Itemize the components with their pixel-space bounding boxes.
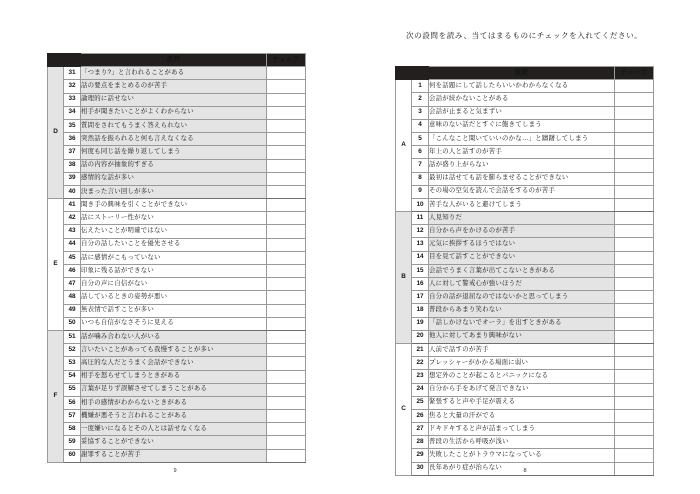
question-column-header: 設問: [81, 54, 267, 67]
question-text: 謝罪することが苦手: [81, 449, 267, 462]
table-header-right: [396, 67, 654, 80]
check-cell[interactable]: [267, 410, 306, 423]
table-row: [396, 146, 654, 159]
question-number: 13: [412, 238, 429, 251]
table-row: [48, 106, 306, 119]
question-number: 37: [64, 146, 81, 159]
question-text: 突然話を振られると何も言えなくなる: [81, 133, 267, 146]
table-row: [396, 80, 654, 93]
group-label-d: D: [48, 67, 64, 199]
check-cell[interactable]: [615, 357, 654, 370]
question-number: 39: [64, 172, 81, 185]
check-cell[interactable]: [615, 436, 654, 449]
check-cell[interactable]: [615, 146, 654, 159]
table-row: [396, 304, 654, 317]
question-number: 44: [64, 238, 81, 251]
question-number: 46: [64, 265, 81, 278]
question-number: 49: [64, 304, 81, 317]
question-number: 11: [412, 212, 429, 225]
question-number: 30: [412, 462, 429, 475]
check-cell[interactable]: [267, 317, 306, 330]
check-cell[interactable]: [267, 436, 306, 449]
question-text: プレッシャーがかかる場面に弱い: [429, 357, 615, 370]
question-number: 36: [64, 133, 81, 146]
table-row: [396, 449, 654, 462]
question-number: 57: [64, 410, 81, 423]
check-cell[interactable]: [615, 278, 654, 291]
question-number: 26: [412, 409, 429, 422]
question-number: 34: [64, 106, 81, 119]
question-number: 52: [64, 344, 81, 357]
question-text: 長年あがり症が治らない: [429, 462, 615, 475]
question-number: 18: [412, 304, 429, 317]
question-number: 38: [64, 159, 81, 172]
question-number: 20: [412, 330, 429, 343]
table-row: [396, 212, 654, 225]
group-label-e: E: [48, 199, 64, 331]
question-text: 元気に挨拶するほうではない: [429, 238, 615, 251]
table-row: [48, 423, 306, 436]
question-text: 一度嫌いになるとその人とは話せなくなる: [81, 423, 267, 436]
question-text: 年上の人と話すのが苦手: [429, 146, 615, 159]
question-text: 自分から手をあげて発言できない: [429, 383, 615, 396]
page-number-left: 9: [173, 468, 177, 474]
question-text: 論理的に話せない: [81, 93, 267, 106]
check-column-header: チェック: [615, 67, 654, 80]
check-cell[interactable]: [267, 330, 306, 343]
question-table-right-wrap: [395, 66, 653, 476]
table-row: [396, 370, 654, 383]
check-cell[interactable]: [615, 172, 654, 185]
question-number: 2: [412, 93, 429, 106]
question-number: 16: [412, 278, 429, 291]
check-cell[interactable]: [615, 198, 654, 211]
question-number: 29: [412, 449, 429, 462]
table-body-left: [48, 67, 306, 463]
table-header-left: [48, 54, 306, 67]
question-number: 23: [412, 370, 429, 383]
check-cell[interactable]: [615, 343, 654, 356]
check-cell[interactable]: [267, 383, 306, 396]
question-text: 機嫌が悪そうと言われることがある: [81, 410, 267, 423]
question-text: 印象に残る話ができない: [81, 265, 267, 278]
check-cell[interactable]: [267, 396, 306, 409]
question-number: 28: [412, 436, 429, 449]
question-number: 42: [64, 212, 81, 225]
question-text: 苦手な人がいると避けてしまう: [429, 198, 615, 211]
question-text: 言葉が足りず誤解させてしまうことがある: [81, 383, 267, 396]
question-text: 話が噛み合わない人がいる: [81, 330, 267, 343]
table-row: [396, 132, 654, 145]
check-cell[interactable]: [615, 225, 654, 238]
question-text: 人前で話すのが苦手: [429, 343, 615, 356]
question-number: 45: [64, 251, 81, 264]
question-text: 普段からあまり笑わない: [429, 304, 615, 317]
question-number: 19: [412, 317, 429, 330]
table-body-right: [396, 80, 654, 476]
check-cell[interactable]: [615, 291, 654, 304]
question-table-left: [47, 53, 306, 463]
check-cell[interactable]: [267, 357, 306, 370]
group-column-header: [396, 67, 412, 80]
group-label-a: A: [396, 80, 412, 212]
table-row: [48, 383, 306, 396]
question-number: 22: [412, 357, 429, 370]
check-cell[interactable]: [615, 132, 654, 145]
check-cell[interactable]: [615, 106, 654, 119]
check-cell[interactable]: [267, 251, 306, 264]
number-column-header: [64, 54, 81, 67]
check-cell[interactable]: [615, 317, 654, 330]
question-number: 51: [64, 330, 81, 343]
question-text: 他人に対してあまり興味がない: [429, 330, 615, 343]
question-text: 感情的な話が多い: [81, 172, 267, 185]
question-text: いつも自信がなさそうに見える: [81, 317, 267, 330]
question-text: 話にストーリー性がない: [81, 212, 267, 225]
question-text: 人見知りだ: [429, 212, 615, 225]
table-row: [396, 291, 654, 304]
table-row: [396, 119, 654, 132]
check-cell[interactable]: [267, 67, 306, 80]
question-text: 言いたいことがあっても我慢することが多い: [81, 344, 267, 357]
group-label-c: C: [396, 343, 412, 475]
check-cell[interactable]: [267, 225, 306, 238]
question-number: 10: [412, 198, 429, 211]
table-row: [396, 317, 654, 330]
check-cell[interactable]: [267, 344, 306, 357]
table-row: [48, 278, 306, 291]
check-cell[interactable]: [267, 212, 306, 225]
question-text: 話しているときの姿勢が悪い: [81, 291, 267, 304]
question-text: 相手の感情がわからないときがある: [81, 396, 267, 409]
question-number: 43: [64, 225, 81, 238]
question-text: 焦ると大量の汗がでる: [429, 409, 615, 422]
check-cell[interactable]: [267, 146, 306, 159]
check-cell[interactable]: [615, 212, 654, 225]
table-row: [48, 93, 306, 106]
table-row: [396, 330, 654, 343]
table-row: [48, 146, 306, 159]
check-cell[interactable]: [267, 93, 306, 106]
question-number: 3: [412, 106, 429, 119]
table-row: [396, 106, 654, 119]
question-text: 自分の声に自信がない: [81, 278, 267, 291]
question-number: 12: [412, 225, 429, 238]
question-number: 4: [412, 119, 429, 132]
table-row: [396, 225, 654, 238]
check-cell[interactable]: [615, 93, 654, 106]
question-number: 17: [412, 291, 429, 304]
question-text: 質問をされてもうまく答えられない: [81, 119, 267, 132]
question-text: 会話が止まると気まずい: [429, 106, 615, 119]
table-row: [48, 133, 306, 146]
question-number: 1: [412, 80, 429, 93]
question-number: 35: [64, 119, 81, 132]
question-table-right: [395, 66, 654, 476]
table-row: [48, 291, 306, 304]
check-cell[interactable]: [615, 330, 654, 343]
check-cell[interactable]: [615, 80, 654, 93]
table-row: [48, 185, 306, 198]
question-text: 無表情で話すことが多い: [81, 304, 267, 317]
table-row: [48, 119, 306, 132]
table-row: [396, 238, 654, 251]
question-number: 54: [64, 370, 81, 383]
question-text: 決まった言い回しが多い: [81, 185, 267, 198]
question-text: 目を見て話すことができない: [429, 251, 615, 264]
question-text: 自分の話が退屈なのではないかと思ってしまう: [429, 291, 615, 304]
question-number: 25: [412, 396, 429, 409]
question-text: ドキドキすると声が詰まってしまう: [429, 423, 615, 436]
question-text: 何度も同じ話を繰り返してしまう: [81, 146, 267, 159]
table-row: [48, 436, 306, 449]
question-number: 40: [64, 185, 81, 198]
table-row: [396, 172, 654, 185]
table-row: [48, 330, 306, 343]
question-text: 聞き手の興味を引くことができない: [81, 199, 267, 212]
check-cell[interactable]: [267, 423, 306, 436]
question-number: 31: [64, 67, 81, 80]
check-cell[interactable]: [615, 396, 654, 409]
question-number: 24: [412, 383, 429, 396]
table-row: [48, 317, 306, 330]
check-column-header: チェック: [267, 54, 306, 67]
question-number: 41: [64, 199, 81, 212]
check-cell[interactable]: [615, 370, 654, 383]
question-number: 15: [412, 264, 429, 277]
question-number: 53: [64, 357, 81, 370]
question-column-header: 設問: [429, 67, 615, 80]
check-cell[interactable]: [267, 106, 306, 119]
table-row: [48, 80, 306, 93]
question-text: 「こんなこと聞いていいのかな…」と躊躇してしまう: [429, 132, 615, 145]
check-cell[interactable]: [267, 238, 306, 251]
check-cell[interactable]: [267, 449, 306, 462]
question-number: 9: [412, 185, 429, 198]
table-row: [396, 383, 654, 396]
table-row: [396, 278, 654, 291]
table-row: [396, 159, 654, 172]
check-cell[interactable]: [267, 80, 306, 93]
group-column-header: [48, 54, 64, 67]
table-row: [396, 423, 654, 436]
instruction-text: 次の設問を読み、当てはまるものにチェックを入れてください。: [406, 31, 643, 40]
table-row: [48, 251, 306, 264]
question-number: 6: [412, 146, 429, 159]
table-row: [48, 172, 306, 185]
question-text: 伝えたいことが明確ではない: [81, 225, 267, 238]
check-cell[interactable]: [615, 238, 654, 251]
table-row: [48, 212, 306, 225]
question-text: 想定外のことが起こるとパニックになる: [429, 370, 615, 383]
question-text: 「話しかけないでオーラ」を出すときがある: [429, 317, 615, 330]
check-cell[interactable]: [267, 119, 306, 132]
question-table-left-wrap: [47, 53, 305, 463]
table-row: [48, 304, 306, 317]
check-cell[interactable]: [267, 199, 306, 212]
check-cell[interactable]: [615, 251, 654, 264]
check-cell[interactable]: [615, 185, 654, 198]
table-row: [396, 357, 654, 370]
question-number: 55: [64, 383, 81, 396]
question-text: 何を話題にして話したらいいかわからなくなる: [429, 80, 615, 93]
question-text: 相手が聞きたいことがよくわからない: [81, 106, 267, 119]
question-number: 58: [64, 423, 81, 436]
question-text: 自分の話したいことを優先させる: [81, 238, 267, 251]
table-row: [48, 449, 306, 462]
table-row: [48, 357, 306, 370]
question-text: その場の空気を読んで会話をするのが苦手: [429, 185, 615, 198]
question-number: 14: [412, 251, 429, 264]
table-row: [396, 409, 654, 422]
check-cell[interactable]: [615, 423, 654, 436]
question-number: 5: [412, 132, 429, 145]
table-row: [48, 238, 306, 251]
check-cell[interactable]: [267, 172, 306, 185]
question-text: 人に対して警戒心が強いほうだ: [429, 278, 615, 291]
check-cell[interactable]: [267, 278, 306, 291]
check-cell[interactable]: [267, 370, 306, 383]
number-column-header: [412, 67, 429, 80]
table-row: [48, 410, 306, 423]
question-number: 33: [64, 93, 81, 106]
question-text: 話に感情がこもっていない: [81, 251, 267, 264]
group-label-b: B: [396, 212, 412, 344]
page-right: [350, 0, 700, 494]
question-text: 意味のない話だとすぐに飽きてしまう: [429, 119, 615, 132]
check-cell[interactable]: [615, 264, 654, 277]
question-text: 会話でうまく言葉が出てこないときがある: [429, 264, 615, 277]
question-number: 56: [64, 396, 81, 409]
check-cell[interactable]: [267, 265, 306, 278]
question-number: 48: [64, 291, 81, 304]
check-cell[interactable]: [267, 291, 306, 304]
check-cell[interactable]: [615, 159, 654, 172]
question-number: 7: [412, 159, 429, 172]
table-row: [48, 370, 306, 383]
table-row: [396, 251, 654, 264]
question-number: 8: [412, 172, 429, 185]
table-row: [48, 225, 306, 238]
question-number: 21: [412, 343, 429, 356]
check-cell[interactable]: [615, 409, 654, 422]
table-row: [48, 396, 306, 409]
table-row: [396, 396, 654, 409]
check-cell[interactable]: [267, 159, 306, 172]
question-number: 47: [64, 278, 81, 291]
question-text: 失敗したことがトラウマになっている: [429, 449, 615, 462]
question-number: 27: [412, 423, 429, 436]
check-cell[interactable]: [267, 185, 306, 198]
question-number: 60: [64, 449, 81, 462]
table-row: [396, 436, 654, 449]
table-row: [48, 159, 306, 172]
check-cell[interactable]: [615, 119, 654, 132]
question-text: 緊張すると声や手足が震える: [429, 396, 615, 409]
check-cell[interactable]: [267, 133, 306, 146]
table-row: [396, 343, 654, 356]
question-number: 59: [64, 436, 81, 449]
question-text: 話の内容が抽象的すぎる: [81, 159, 267, 172]
question-text: 最初は話せても話を膨らませることができない: [429, 172, 615, 185]
question-text: 話の要点をまとめるのが苦手: [81, 80, 267, 93]
table-row: [396, 185, 654, 198]
question-text: 相手を怒らせてしまうときがある: [81, 370, 267, 383]
question-text: 会話が続かないことがある: [429, 93, 615, 106]
question-number: 50: [64, 317, 81, 330]
check-cell[interactable]: [615, 383, 654, 396]
table-row: [48, 67, 306, 80]
page-number-right: 8: [523, 468, 527, 474]
check-cell[interactable]: [615, 304, 654, 317]
group-label-f: F: [48, 330, 64, 462]
table-row: [48, 344, 306, 357]
question-number: 32: [64, 80, 81, 93]
check-cell[interactable]: [267, 304, 306, 317]
question-text: 「つまり?」と言われることがある: [81, 67, 267, 80]
table-row: [396, 198, 654, 211]
table-row: [396, 264, 654, 277]
check-cell[interactable]: [615, 449, 654, 462]
question-text: 話が盛り上がらない: [429, 159, 615, 172]
question-text: 妥協することができない: [81, 436, 267, 449]
question-text: 自分から声をかけるのが苦手: [429, 225, 615, 238]
question-text: 高圧的な人だとうまく会話ができない: [81, 357, 267, 370]
table-row: [48, 265, 306, 278]
table-row: [396, 93, 654, 106]
question-text: 普段の生活から呼吸が浅い: [429, 436, 615, 449]
table-row: [48, 199, 306, 212]
